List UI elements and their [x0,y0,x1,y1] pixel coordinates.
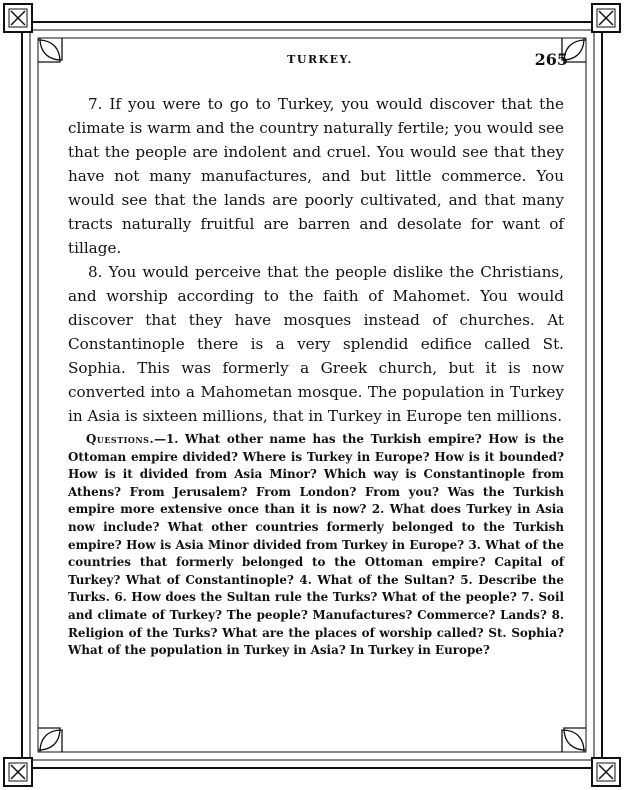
questions-block [68,431,564,660]
paragraph-7: 7. If you were to go to Turkey, you would discover that the climate is warm and the country naturally fertile; you would see that the people are indolent and cruel. You would see that they have not many manufactures, and but little commerce. You would see that the lands are poorly cultivated, and that many tracts naturally fruitful are barren and desolate for want of tillage. [68,95,564,257]
questions-text: —1. What other name has the Turkish empire? How is the Ottoman empire divided? Where is Turkey in Europe? How is it bounded? How is it divided from Asia Minor? Which way is Constantinople from Athens? From Jerusalem? From London? From you? Was the Turkish empire more extensive once than it is now? 2. What does Turkey in Asia now include? What other countries formerly belonged to the Turkish empire? How is Asia Minor divided from Turkey in Europe? 3. What of the countries that formerly belonged to the Ottoman empire? Capital of Turkey? What of Constantinople? 4. What of the Sultan? 5. Describe the Turks. 6. How does the Sultan rule the Turks? What of the people? 7. Soil and climate of Turkey? The people? Manufactures? Commerce? Lands? 8. Religion of the Turks? What are the places of worship called? St. Sophia? What of the population in Turkey in Asia? In Turkey in Europe? [68,432,564,658]
questions-label: Questions. [86,432,155,446]
page-body [68,92,564,660]
running-title: TURKEY. [287,53,353,66]
paragraph-8: 8. You would perceive that the people dislike the Christians, and worship according to the faith of Mahomet. You would discover that they have mosques instead of churches. At Constantinople there is a very splendid edifice called St. Sophia. This was formerly a Greek church, but it is now converted into a Mahometan mosque. The population in Turkey in Asia is sixteen millions, that in Turkey in Europe ten millions. [68,263,564,425]
page-header [72,50,568,70]
page-number: 265 [534,50,568,69]
